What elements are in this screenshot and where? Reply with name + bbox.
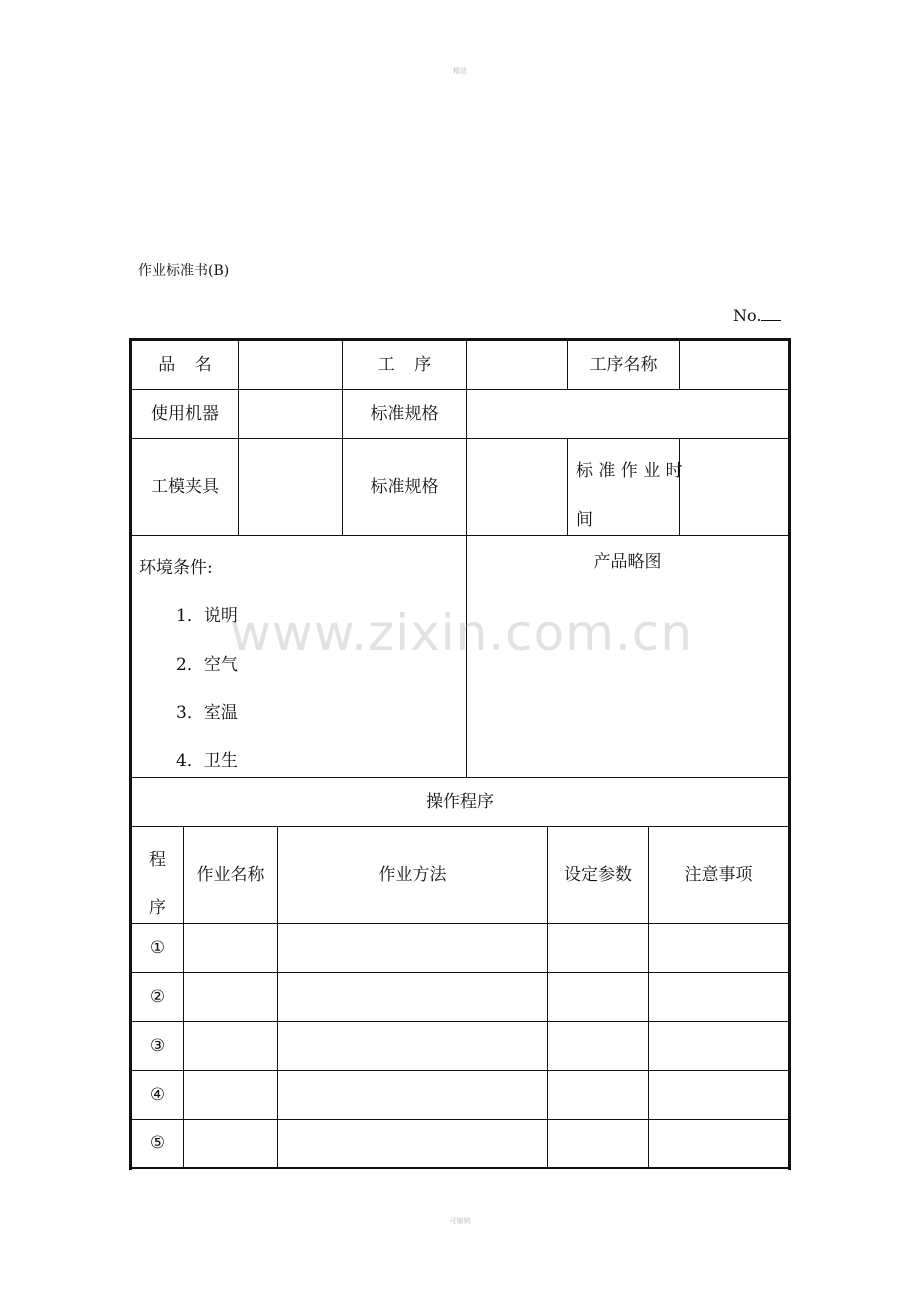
procedure-row-number: ③ bbox=[149, 1035, 166, 1056]
fixture-field[interactable] bbox=[239, 439, 342, 535]
procedure-row-number: ⑤ bbox=[149, 1133, 166, 1153]
standard-time-label-line1: 标 准 作 业 时 bbox=[576, 461, 683, 481]
notes-header: 注意事项 bbox=[684, 864, 753, 885]
header-mark: 精选 bbox=[453, 67, 467, 75]
table-border-right bbox=[788, 338, 791, 1170]
row-line bbox=[131, 1070, 789, 1071]
row-line bbox=[131, 923, 789, 924]
process-name-field[interactable] bbox=[680, 341, 788, 389]
task-name-header: 作业名称 bbox=[196, 864, 265, 885]
footer-mark: 可编辑 bbox=[449, 1217, 471, 1225]
environment-item: 1．说明 bbox=[176, 606, 238, 626]
machine-spec-field[interactable] bbox=[467, 390, 788, 438]
task-method-header: 作业方法 bbox=[378, 864, 447, 885]
row-line bbox=[131, 1021, 789, 1022]
machine-spec-label: 标准规格 bbox=[370, 403, 439, 424]
seq-header-line2: 序 bbox=[149, 898, 166, 918]
procedure-row-number: ① bbox=[149, 937, 166, 958]
sketch-heading: 产品略图 bbox=[593, 551, 662, 572]
environment-item: 2．空气 bbox=[176, 655, 238, 675]
sketch-area[interactable] bbox=[467, 580, 788, 776]
fixture-spec-field[interactable] bbox=[467, 439, 567, 535]
procedure-heading: 操作程序 bbox=[426, 791, 494, 812]
environment-item: 4．卫生 bbox=[176, 751, 238, 771]
row-line bbox=[131, 1119, 789, 1120]
seq-header-line1: 程 bbox=[149, 850, 166, 870]
product-name-label: 品 名 bbox=[158, 354, 212, 375]
process-field[interactable] bbox=[467, 341, 567, 389]
procedure-row-number: ④ bbox=[149, 1084, 166, 1105]
product-name-field[interactable] bbox=[239, 341, 342, 389]
fixture-spec-label: 标准规格 bbox=[370, 476, 439, 497]
number-label: No. bbox=[733, 306, 762, 325]
fixture-label: 工模夹具 bbox=[151, 476, 219, 497]
table-border-bottom bbox=[129, 1167, 791, 1169]
site-watermark: www.zixin.com.cn bbox=[230, 604, 694, 662]
row-line bbox=[131, 972, 789, 973]
process-label: 工 序 bbox=[377, 354, 432, 375]
machine-field[interactable] bbox=[239, 390, 342, 438]
standard-time-field[interactable] bbox=[680, 439, 788, 535]
col-line bbox=[567, 438, 568, 536]
standard-time-label-line2: 间 bbox=[576, 510, 593, 530]
params-header: 设定参数 bbox=[564, 864, 632, 885]
machine-label: 使用机器 bbox=[151, 403, 219, 424]
procedure-row-number: ② bbox=[149, 986, 166, 1007]
row-line bbox=[131, 535, 789, 536]
environment-item: 3．室温 bbox=[176, 703, 238, 723]
environment-heading: 环境条件: bbox=[139, 558, 213, 578]
process-name-label: 工序名称 bbox=[589, 354, 658, 375]
document-title: 作业标准书(B) bbox=[138, 263, 230, 279]
